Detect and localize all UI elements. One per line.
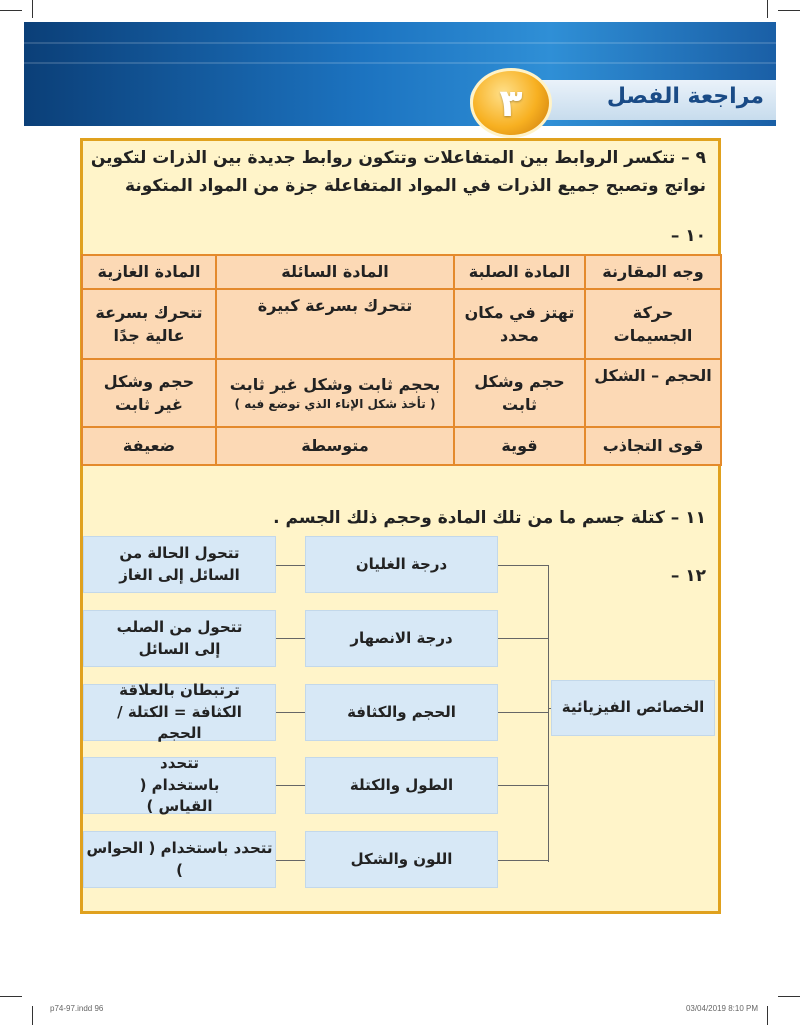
connector-line [498, 565, 548, 566]
table-cell: قوية [454, 427, 585, 465]
crop-mark [32, 0, 33, 18]
connector-line [548, 565, 549, 862]
crop-mark [0, 996, 22, 997]
q12-label: ١٢ – [670, 566, 706, 586]
q11-text: ١١ – كتلة جسم ما من تلك المادة وحجم ذلك الجسم . [273, 508, 706, 528]
connector-line [498, 785, 548, 786]
table-cell: قوى التجاذب [585, 427, 721, 465]
table-cell: حركة الجسيمات [585, 289, 721, 359]
table-cell: ضعيفة [82, 427, 216, 465]
table-cell: تهتز في مكان محدد [454, 289, 585, 359]
concept-property: الحجم والكثافة [305, 684, 498, 741]
concept-detail: تتحول من الصلب إلى السائل [83, 610, 276, 667]
connector-line [498, 712, 548, 713]
table-header-row [82, 255, 721, 289]
crop-mark [0, 10, 22, 11]
concept-property: درجة الغليان [305, 536, 498, 593]
q9-line1: ٩ – تتكسر الروابط بين المتفاعلات وتتكون روابط جديدة بين الذرات لتكوين [90, 148, 706, 168]
table-header-cell: المادة الغازية [82, 255, 216, 289]
table-cell-note: ( تأخذ شكل الإناء الذي توضع فيه ) [234, 396, 436, 411]
concept-detail: تتحول الحالة من السائل إلى الغاز [83, 536, 276, 593]
connector-line [498, 638, 548, 639]
crop-mark [778, 10, 800, 11]
connector-line [276, 638, 305, 639]
connector-line [276, 565, 305, 566]
connector-line [276, 860, 305, 861]
crop-mark [767, 0, 768, 18]
connector-line [276, 785, 305, 786]
concept-detail: تتحدد باستخدام ( الحواس ) [83, 831, 276, 888]
comparison-table [81, 254, 722, 466]
crop-mark [767, 1006, 768, 1025]
concept-root: الخصائص الفيزيائية [551, 680, 715, 736]
chapter-title: مراجعة الفصل [606, 84, 764, 109]
connector-line [548, 708, 551, 709]
concept-detail: ترتبطان بالعلاقة الكثافة = الكتلة / الحجم [83, 684, 276, 741]
chapter-number-badge: ٣ [470, 68, 552, 138]
concept-property: اللون والشكل [305, 831, 498, 888]
crop-mark [778, 996, 800, 997]
table-header-cell: المادة السائلة [216, 255, 454, 289]
table-cell: حجم وشكل ثابت [454, 359, 585, 427]
footer-file-label: p74-97.indd 96 [50, 1004, 104, 1013]
table-header-cell: وجه المقارنة [585, 255, 721, 289]
footer-date-label: 03/04/2019 8:10 PM [685, 1004, 758, 1013]
table-row [82, 289, 721, 359]
concept-detail: تتحدد باستخدام ( القياس ) [83, 757, 276, 814]
table-row [82, 427, 721, 465]
table-row [82, 359, 721, 427]
table-cell: الحجم – الشكل [585, 359, 721, 427]
concept-property: الطول والكتلة [305, 757, 498, 814]
connector-line [276, 712, 305, 713]
connector-line [498, 860, 548, 861]
table-cell [216, 359, 454, 427]
table-cell: تتحرك بسرعة عالية جدًا [82, 289, 216, 359]
table-cell: متوسطة [216, 427, 454, 465]
table-cell: تتحرك بسرعة كبيرة [216, 289, 454, 359]
table-cell: حجم وشكل غير ثابت [82, 359, 216, 427]
table-header-cell: المادة الصلبة [454, 255, 585, 289]
q10-label: ١٠ – [670, 226, 706, 246]
concept-property: درجة الانصهار [305, 610, 498, 667]
crop-mark [32, 1006, 33, 1025]
table-cell-text: بحجم ثابت وشكل غير ثابت [229, 374, 441, 394]
q9-line2: نواتج وتصبح جميع الذرات في المواد المتفاعلة جزة من المواد المتكونة [125, 176, 706, 196]
